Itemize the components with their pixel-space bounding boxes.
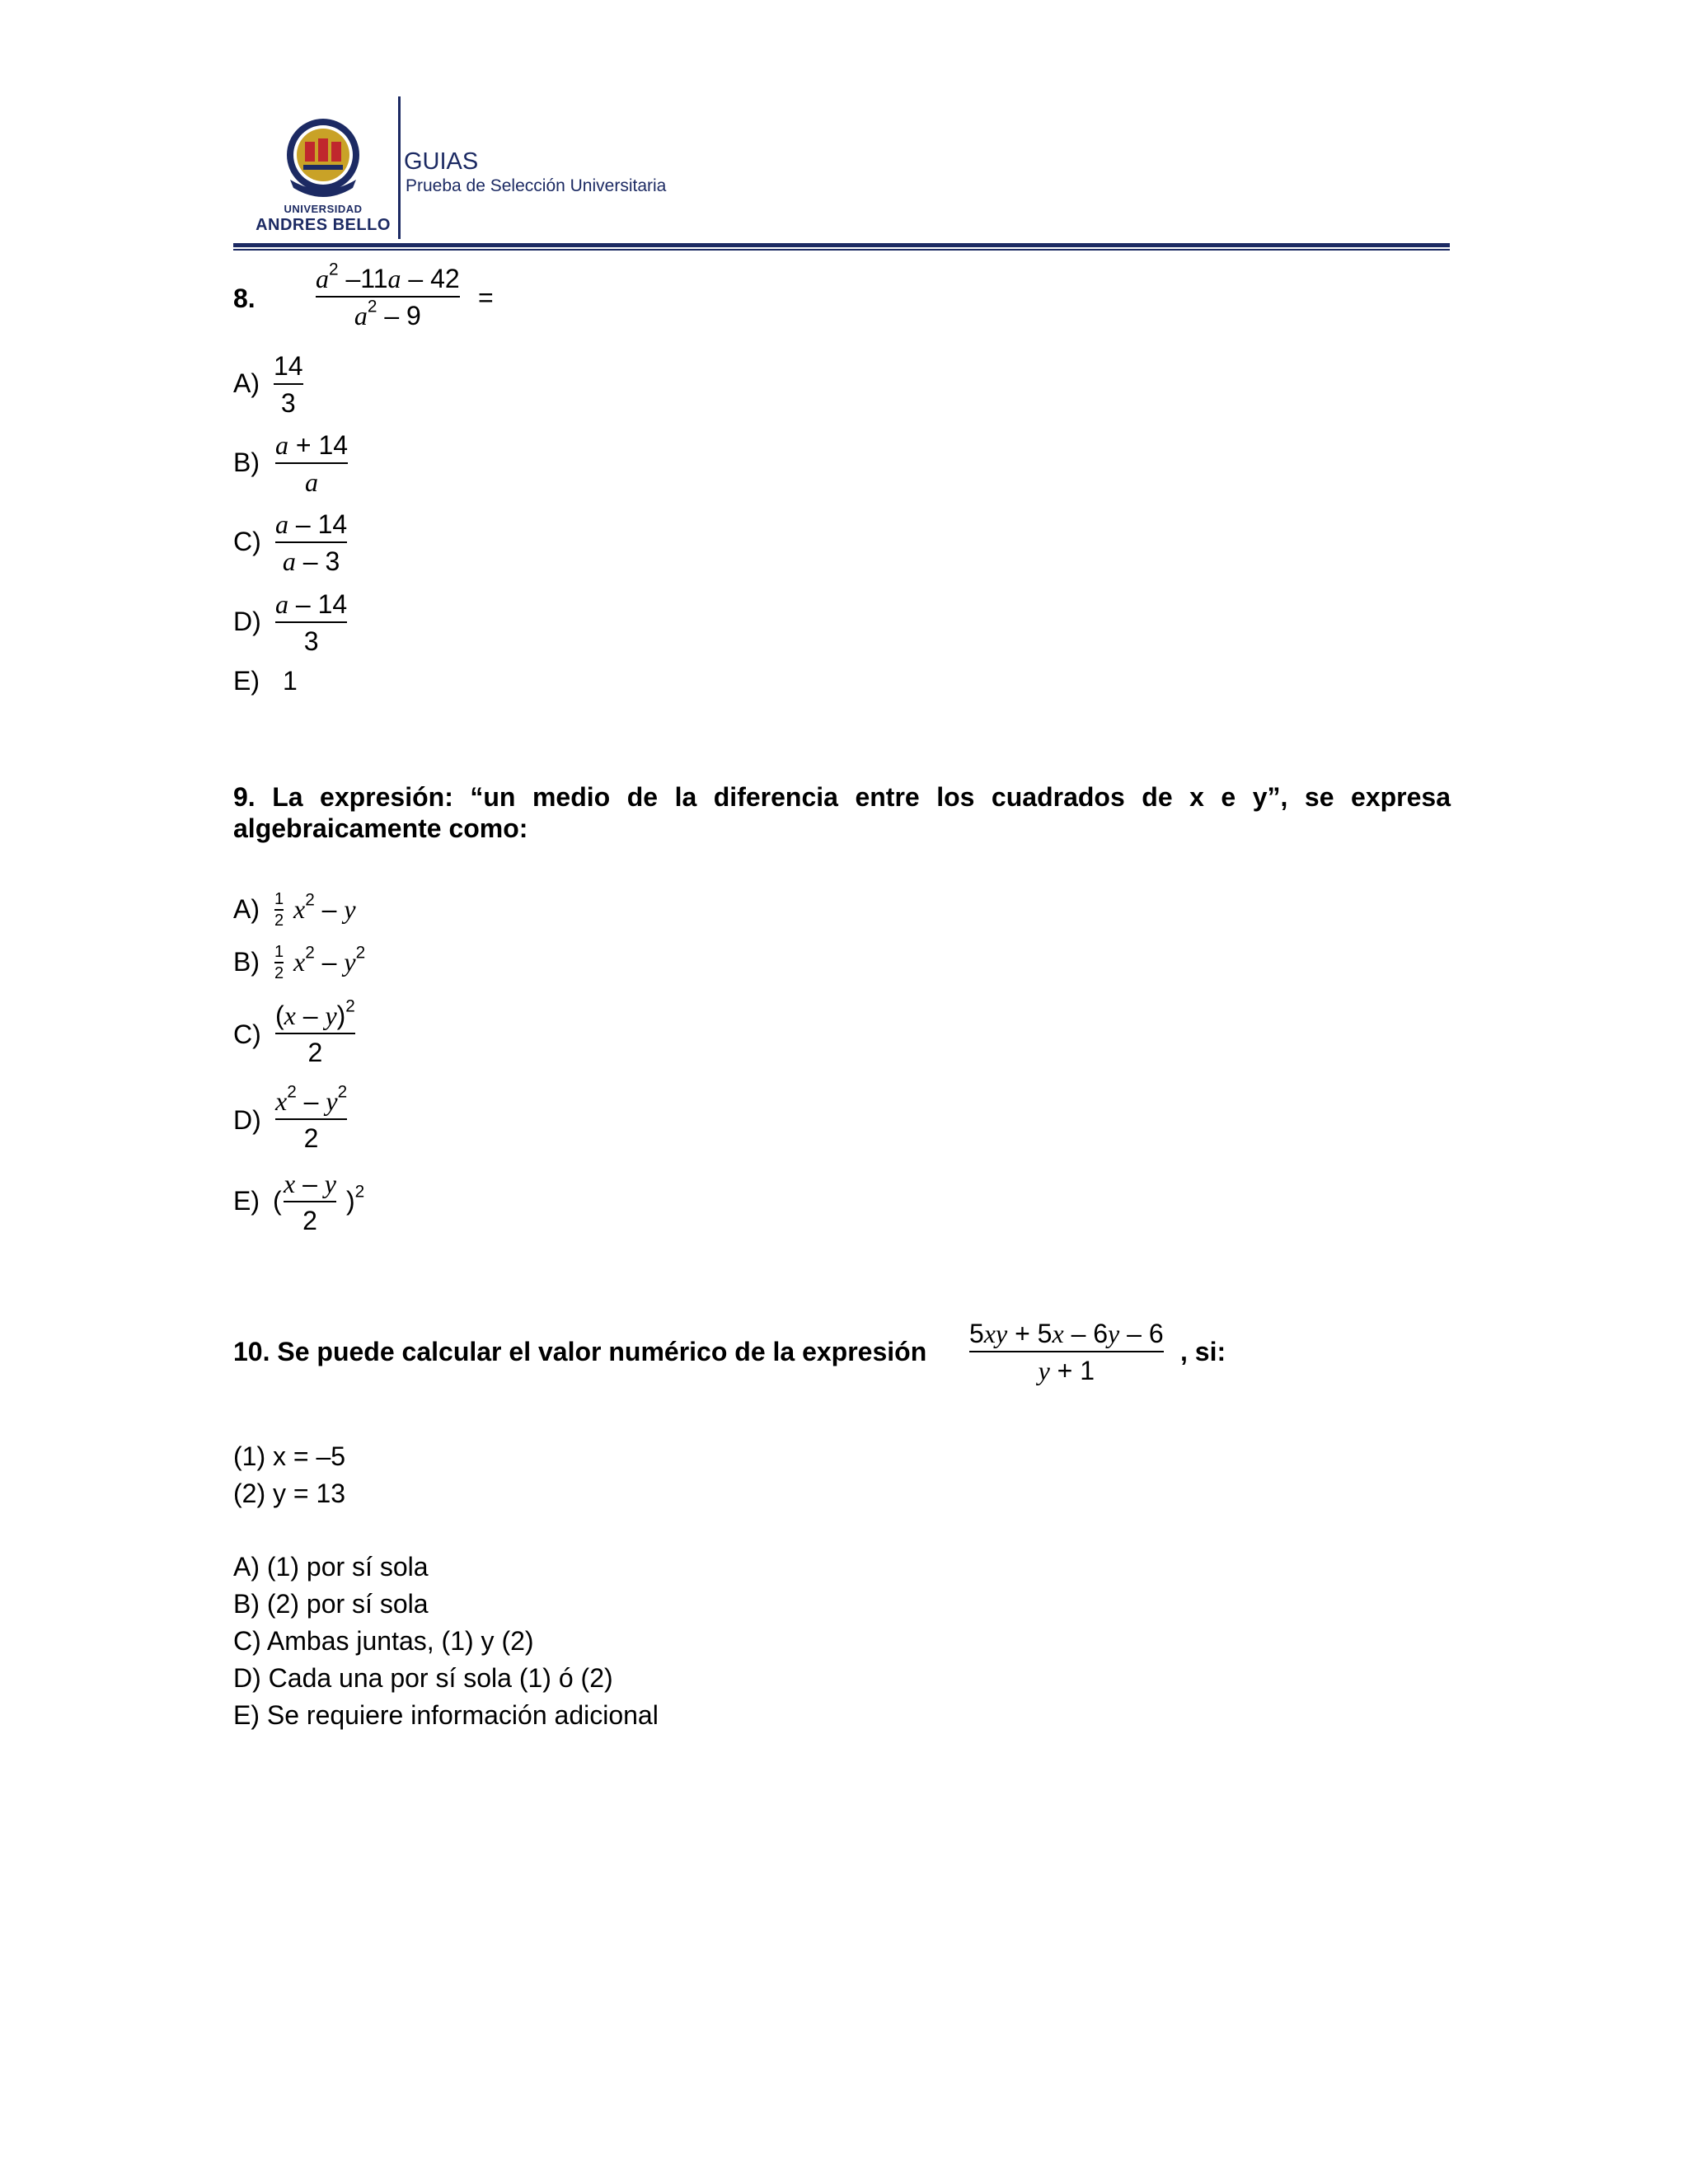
q10-option-a: A) (1) por sí sola [233, 1552, 429, 1582]
q9-option-d: $x^2 - y^2$ 2 [275, 1082, 348, 1153]
header-rule-thin [233, 249, 1450, 251]
q8-option-b-label: B) [233, 448, 260, 477]
q9-e-open-paren: ( [273, 1186, 282, 1216]
q8-expr-numerator: $a^2$ –11a – 42 [316, 260, 460, 293]
q10-option-e: E) Se requiere información adicional [233, 1700, 659, 1730]
q8-number: 8. [233, 284, 256, 313]
q8-option-c: a – 14 a – 3 [275, 509, 348, 576]
q9-b-half: 1 2 [274, 943, 284, 982]
q8-option-a: 14 3 [274, 351, 303, 418]
q9-option-a: $x^2$ – y [293, 890, 356, 924]
q9-a-half: 1 2 [274, 890, 284, 930]
q10-option-c: C) Ambas juntas, (1) y (2) [233, 1626, 534, 1656]
header-subtitle: Prueba de Selección Universitaria [406, 176, 667, 195]
q8-option-e-label: E) [233, 666, 260, 696]
q10-option-b: B) (2) por sí sola [233, 1589, 429, 1619]
q9-e-close-paren: )$^2$ [346, 1182, 365, 1216]
q9-option-b: $x^2 - y^2$ [293, 943, 366, 977]
header-divider [398, 96, 401, 239]
q9-option-d-label: D) [233, 1105, 261, 1135]
q9-option-a-label: A) [233, 894, 260, 924]
header-rule [233, 243, 1450, 247]
q10-expr-denominator: y + 1 [1038, 1356, 1095, 1385]
q9-option-e: x – y 2 [284, 1169, 336, 1235]
q9-option-c: (x – y)$^2$ 2 [275, 996, 355, 1067]
q8-option-b: a + 14 a [275, 430, 349, 497]
q8-expression [316, 260, 460, 330]
q9-option-c-label: C) [233, 1019, 261, 1049]
q10-suffix: , si: [1180, 1337, 1226, 1366]
university-name: ANDRES BELLO [256, 216, 391, 234]
q10-expr-numerator: 5xy + 5x – 6y – 6 [969, 1319, 1164, 1348]
q9-option-b-label: B) [233, 947, 260, 977]
q10-option-d: D) Cada una por sí sola (1) ó (2) [233, 1663, 613, 1693]
q9-question-text: 9. La expresión: “un medio de la diferencia entre los cuadrados de x e y”, se expresa algebraicamente como: [233, 782, 1451, 843]
q8-equals: = [478, 283, 494, 312]
q8-option-d: a – 14 3 [275, 589, 348, 656]
q8-expr-denominator: $a^2 - 9$ [354, 297, 421, 330]
university-small-label: UNIVERSIDAD [284, 203, 363, 215]
q10-condition-2: (2) y = 13 [233, 1479, 346, 1508]
q8-option-e: 1 [283, 666, 298, 696]
q8-option-c-label: C) [233, 527, 261, 556]
q8-option-d-label: D) [233, 607, 261, 636]
header-title: GUIAS [404, 148, 479, 175]
q10-question-text: 10. Se puede calcular el valor numérico de la expresión [233, 1337, 927, 1366]
q10-expression [969, 1320, 1164, 1384]
q8-option-a-label: A) [233, 368, 260, 398]
q10-condition-1: (1) x = –5 [233, 1441, 346, 1471]
q9-option-e-label: E) [233, 1186, 260, 1216]
